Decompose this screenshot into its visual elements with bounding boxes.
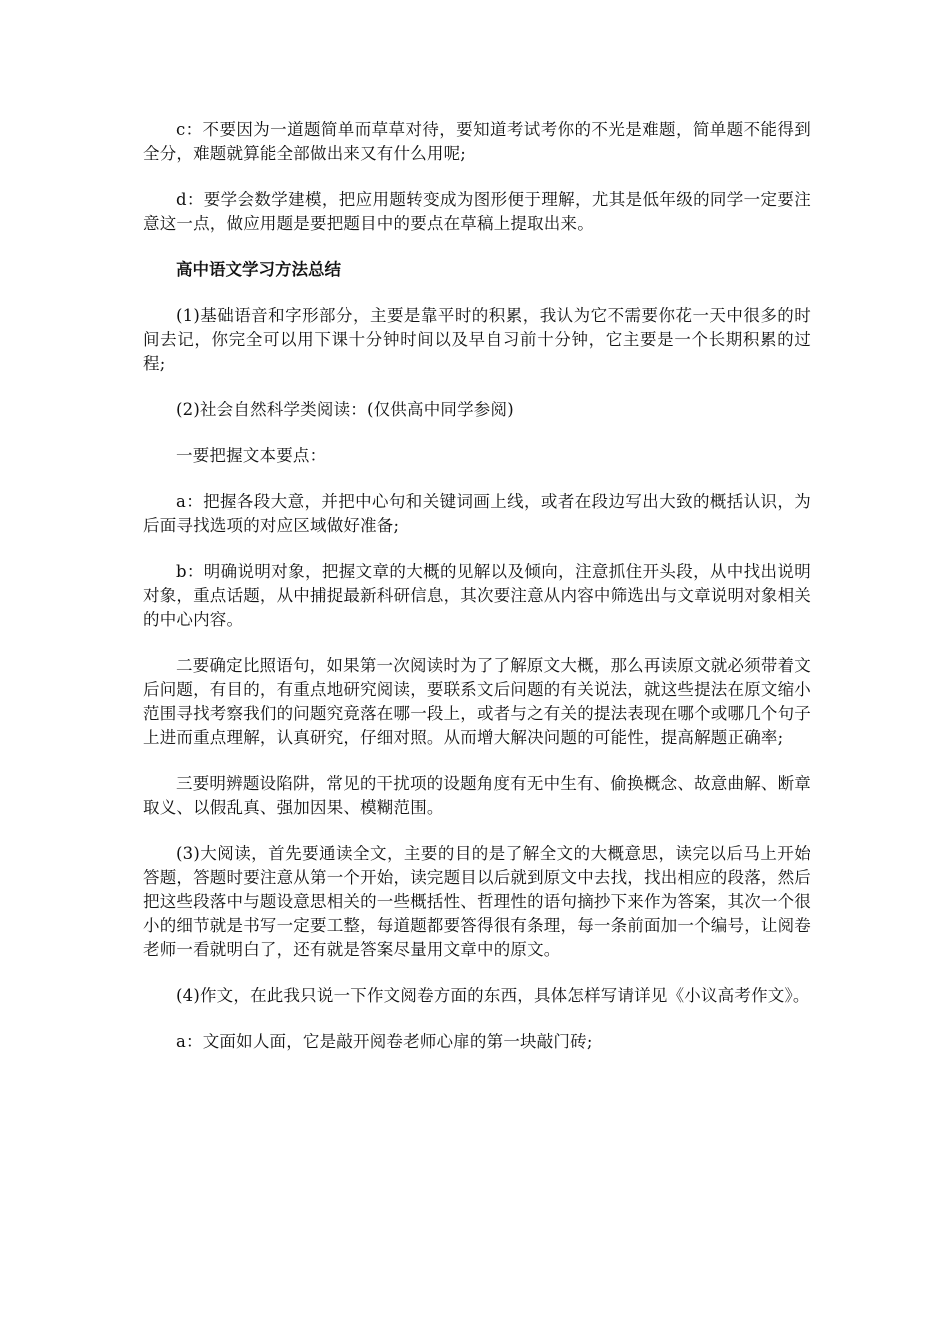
section-heading: 高中语文学习方法总结: [176, 260, 341, 279]
paragraph-point-b: b：明确说明对象，把握文章的大概的见解以及倾向，注意抓住开头段，从中找出说明对象，重点话题，从中捕捉最新科研信息，其次要注意从内容中筛选出与文章说明对象相关的中心内容。: [143, 562, 811, 629]
paragraph-big-reading: (3)大阅读，首先要通读全文，主要的目的是了解全文的大概意思，读完以后马上开始答题，答题时要注意从第一个开始，读完题目以后就到原文中去找，找出相应的段落，然后把这些段落中与题设意思相关的一些概括性、哲理性的语句摘抄下来作为答案，其次一个很小的细节就是书写一定要工整，每道题都要答得很有条理，每一条前面加一个编号，让阅卷老师一看就明白了，还有就是答案尽量用文章中的原文。: [143, 844, 811, 959]
paragraph-compare-sentences: 二要确定比照语句，如果第一次阅读时为了了解原文大概，那么再读原文就必须带着文后问题，有目的，有重点地研究阅读，要联系文后问题的有关说法，就这些提法在原文缩小范围寻找考察我们的问题究竟落在哪一段上，或者与之有关的提法表现在哪个或哪几个句子上进而重点理解，认真研究，仔细对照。从而增大解决问题的可能性，提高解题正确率;: [143, 656, 811, 747]
paragraph-point-a: a：把握各段大意，并把中心句和关键词画上线，或者在段边写出大致的概括认识，为后面寻找选项的对应区域做好准备;: [143, 492, 811, 535]
paragraph-science-reading: (2)社会自然科学类阅读：(仅供高中同学参阅): [176, 400, 514, 419]
paragraph-essay-a: a：文面如人面，它是敲开阅卷老师心扉的第一块敲门砖;: [176, 1032, 593, 1051]
paragraph-d: d：要学会数学建模，把应用题转变成为图形便于理解，尤其是低年级的同学一定要注意这一点，做应用题是要把题目中的要点在草稿上提取出来。: [143, 190, 811, 233]
document-body: [143, 118, 811, 1076]
paragraph-essay: (4)作文，在此我只说一下作文阅卷方面的东西，具体怎样写请详见《小议高考作文》。: [176, 986, 810, 1005]
paragraph-key-points: 一要把握文本要点：: [176, 446, 327, 465]
paragraph-traps: 三要明辨题设陷阱，常见的干扰项的设题角度有无中生有、偷换概念、故意曲解、断章取义、以假乱真、强加因果、模糊范围。: [143, 774, 811, 817]
paragraph-basics: (1)基础语音和字形部分，主要是靠平时的积累，我认为它不需要你花一天中很多的时间去记，你完全可以用下课十分钟时间以及早自习前十分钟，它主要是一个长期积累的过程;: [143, 306, 811, 373]
paragraph-c: c：不要因为一道题简单而草草对待，要知道考试考你的不光是难题，简单题不能得到全分，难题就算能全部做出来又有什么用呢;: [143, 120, 811, 163]
